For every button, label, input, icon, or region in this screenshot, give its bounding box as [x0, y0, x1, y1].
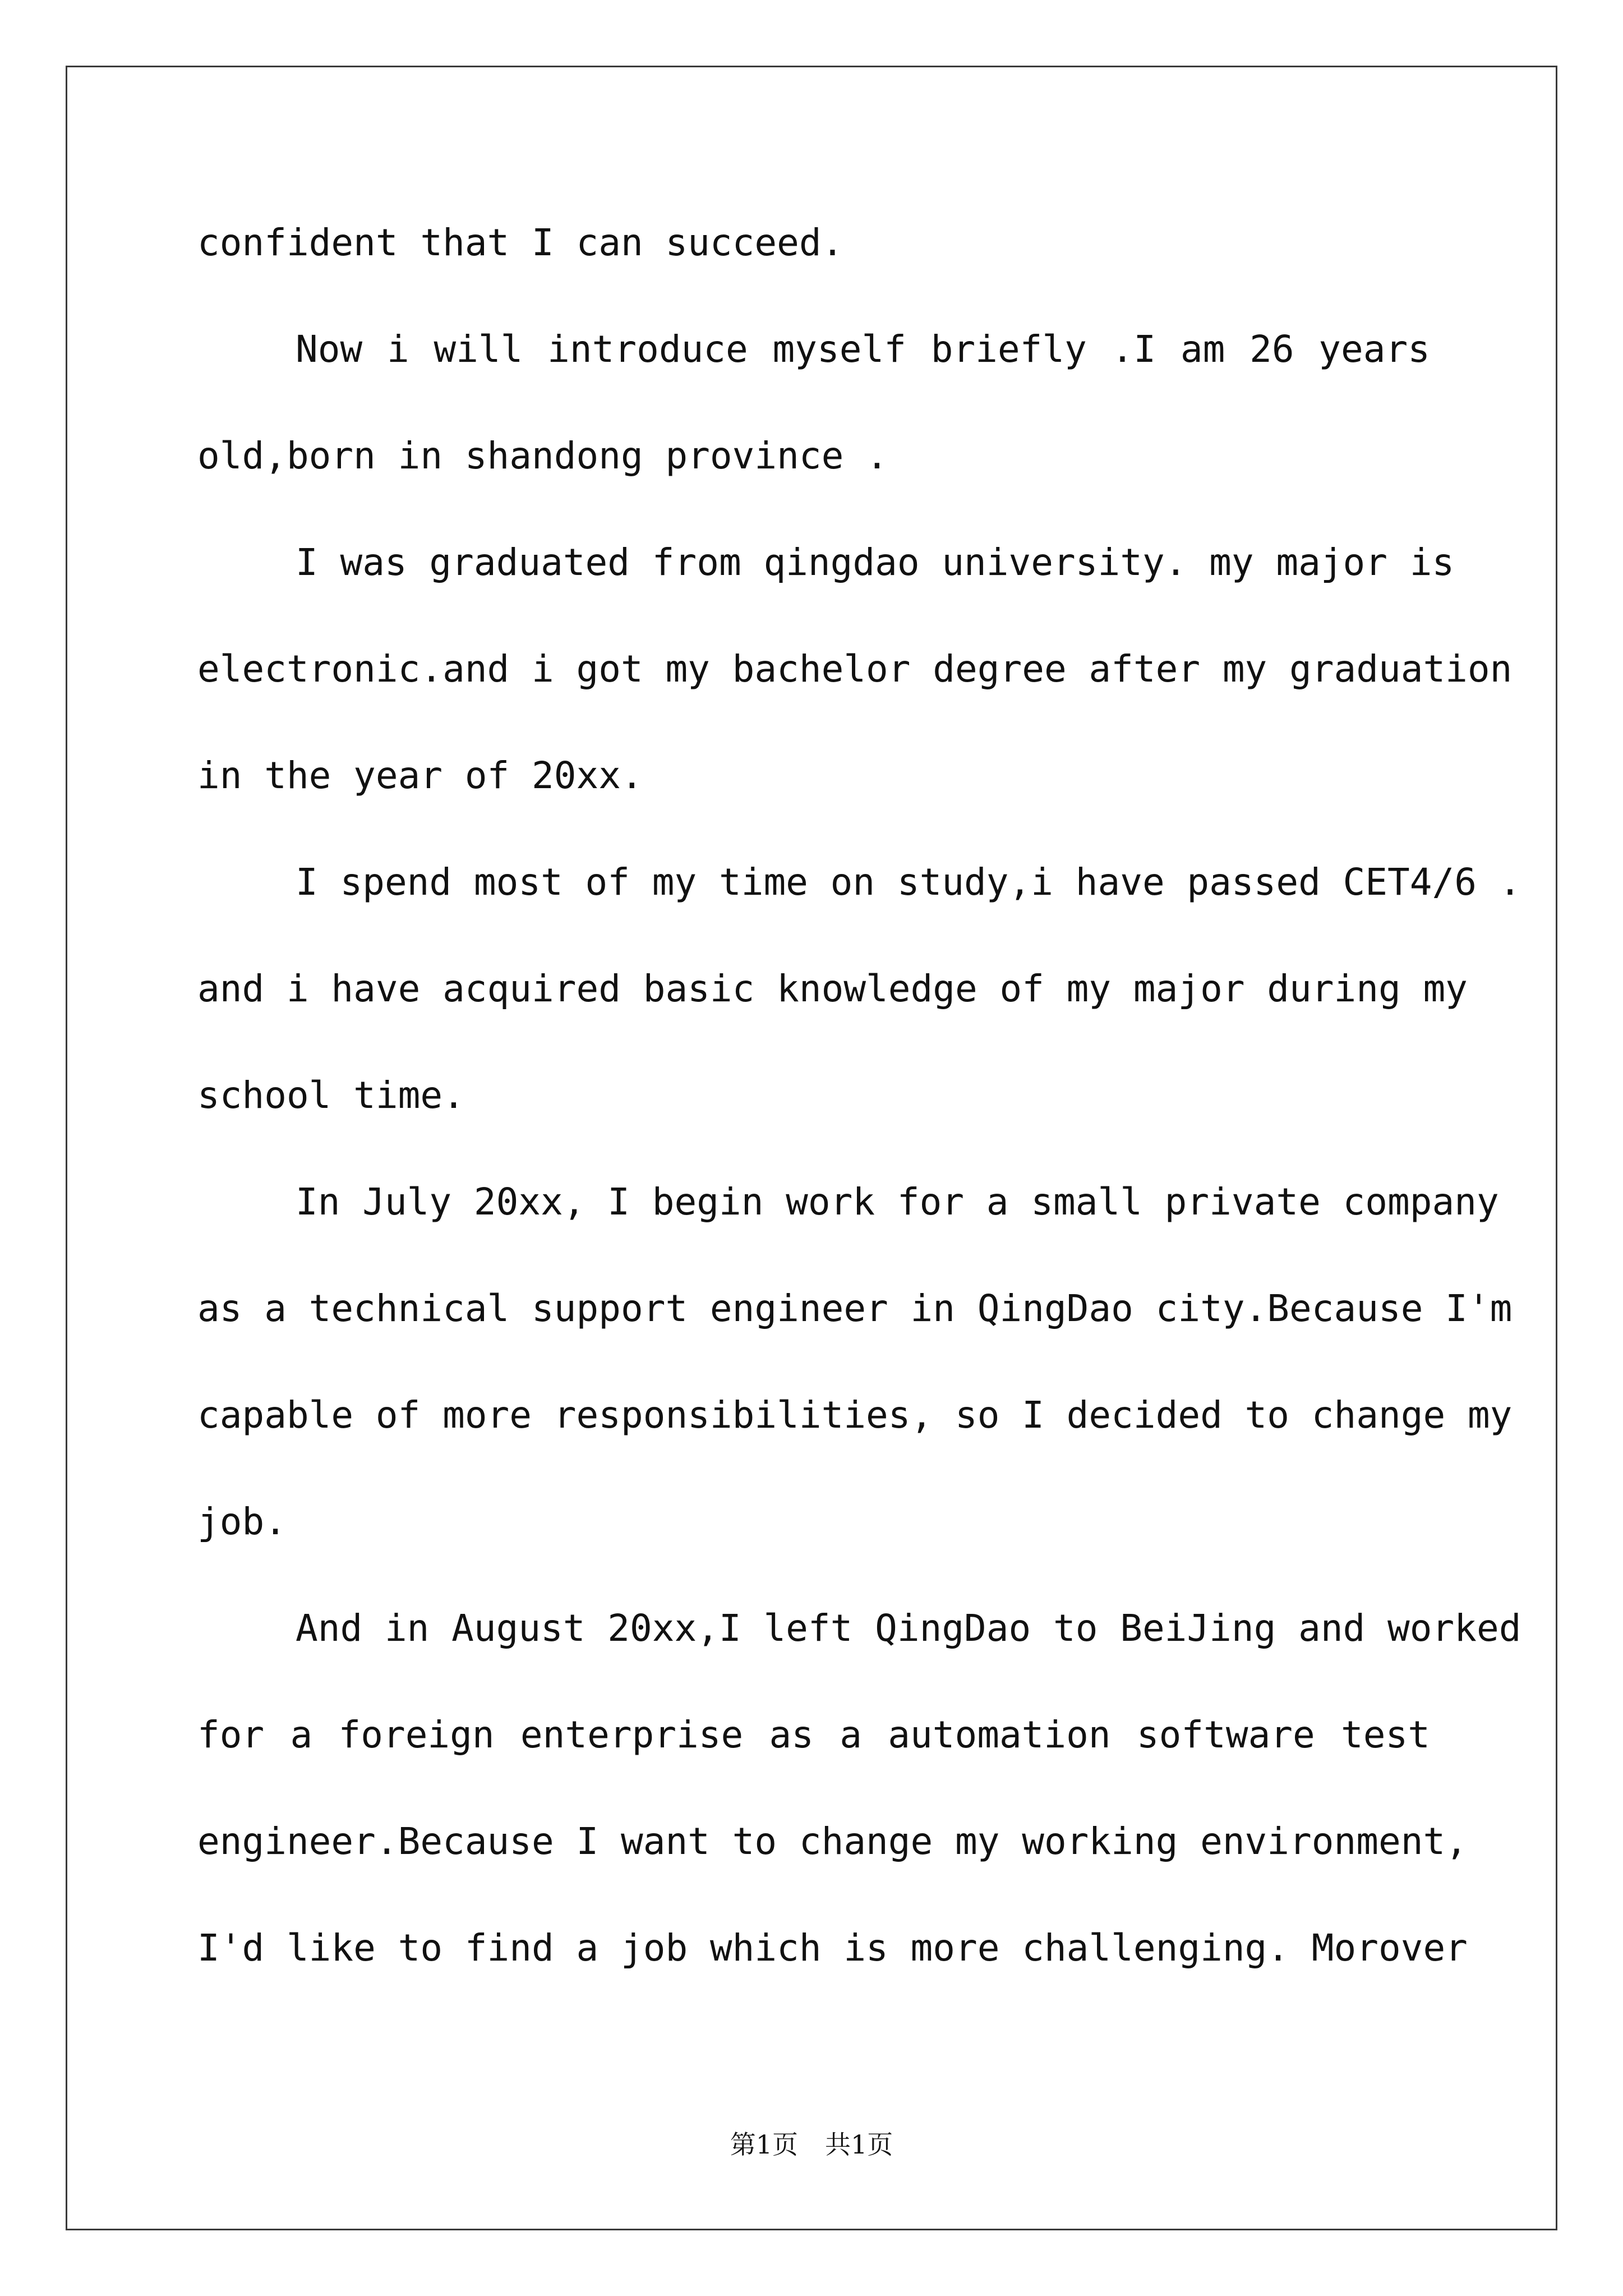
text-line: capable of more responsibilities, so I decided to change my [197, 1393, 1513, 1437]
text-line: for a foreign enterprise as a automation software test [197, 1713, 1430, 1756]
text-line: as a technical support engineer in QingDao city.Because I'm [197, 1287, 1513, 1330]
text-line: electronic.and i got my bachelor degree after my graduation [197, 647, 1513, 691]
paragraph-first-line: In July 20xx, I begin work for a small private company [296, 1180, 1499, 1223]
text-line: old,born in shandong province . [197, 434, 888, 477]
text-line: and i have acquired basic knowledge of my major during my [197, 967, 1468, 1010]
text-line: I'd like to find a job which is more challenging. Morover [197, 1926, 1468, 1970]
text-line: job. [197, 1500, 287, 1543]
text-line: school time. [197, 1074, 465, 1117]
paragraph-first-line: Now i will introduce myself briefly .I am 26 years [296, 328, 1430, 371]
document-body [197, 221, 1521, 2036]
page-total: 共1页 [825, 2129, 893, 2160]
text-line: confident that I can succeed. [197, 221, 844, 264]
page-footer [0, 2124, 1623, 2161]
paragraph-first-line: And in August 20xx,I left QingDao to BeiJing and worked [296, 1607, 1521, 1650]
text-line: in the year of 20xx. [197, 754, 643, 797]
page-number: 第1页 [730, 2129, 798, 2160]
paragraph-first-line: I spend most of my time on study,i have passed CET4/6 . [296, 861, 1521, 904]
text-line: engineer.Because I want to change my working environment, [197, 1820, 1468, 1863]
paragraph-first-line: I was graduated from qingdao university. my major is [296, 541, 1455, 584]
